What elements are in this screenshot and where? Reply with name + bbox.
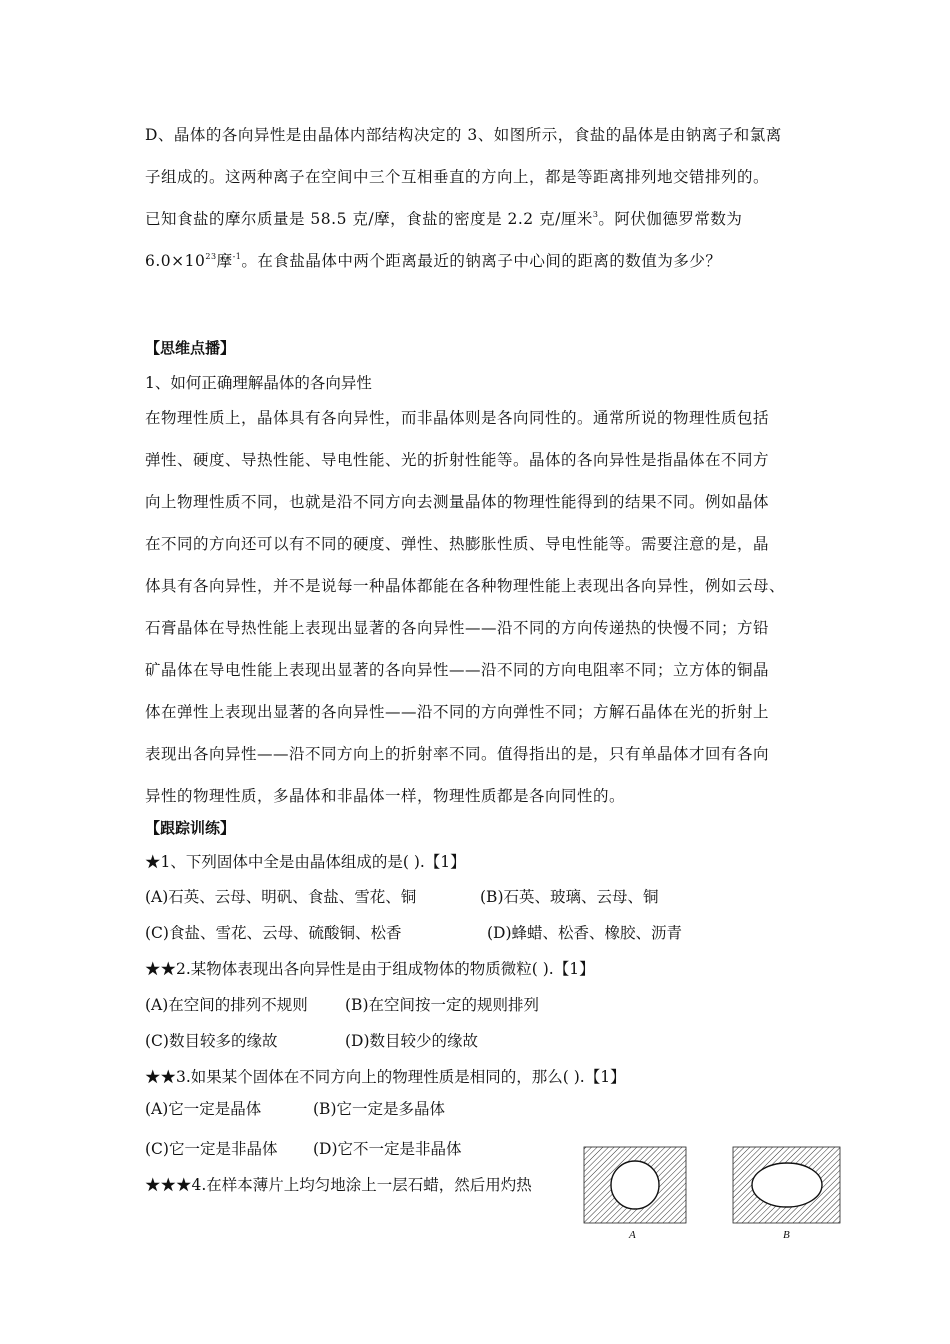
sample-a-label: A (629, 1229, 636, 1241)
thinking-line: 矿晶体在导电性能上表现出显著的各向异性——沿不同的方向电阻率不同；立方体的铜晶 (145, 661, 770, 679)
wax-figure-svg (582, 1145, 844, 1245)
wax-figure (582, 1145, 844, 1245)
thinking-line: 体具有各向异性，并不是说每一种晶体都能在各种物理性能上表现出各向异性，例如云母、 (145, 577, 786, 595)
question-2-option-d: (D)数目较少的缘故 (345, 1032, 479, 1050)
thinking-heading: 【思维点播】 (145, 339, 236, 357)
thinking-line: 表现出各向异性——沿不同方向上的折射率不同。值得指出的是，只有单晶体才回有各向 (145, 745, 770, 763)
sample-a-melt-circle (611, 1161, 659, 1209)
intro-line-4: $6.0\times 10^{23}$摩$^{-1}$。在食盐晶体中两个距离最近的钠离子中心间的距离的数值为多少？ (145, 252, 722, 270)
question-3-option-b: (B)它一定是多晶体 (313, 1100, 445, 1118)
thinking-line: 石膏晶体在导热性能上表现出显著的各向异性——沿不同的方向传递热的快慢不同；方铅 (145, 619, 770, 637)
thinking-line: 在物理性质上，晶体具有各向异性，而非晶体则是各向同性的。通常所说的物理性质包括 (145, 409, 770, 427)
question-3-option-d: (D)它不一定是非晶体 (313, 1140, 462, 1158)
intro-line-2: 子组成的。这两种离子在空间中三个互相垂直的方向上，都是等距离排列地交错排列的。 (145, 168, 770, 186)
question-3-option-a: (A)它一定是晶体 (145, 1100, 262, 1118)
question-2-option-c: (C)数目较多的缘故 (145, 1032, 278, 1050)
question-2-option-b: (B)在空间按一定的规则排列 (345, 996, 539, 1014)
question-2-option-a: (A)在空间的排列不规则 (145, 996, 308, 1014)
question-1-option-a: (A)石英、云母、明矾、食盐、雪花、铜 (145, 888, 417, 906)
question-1-option-b: (B)石英、玻璃、云母、铜 (480, 888, 659, 906)
sample-b-melt-ellipse (752, 1163, 822, 1207)
thinking-subheading: 1、如何正确理解晶体的各向异性 (145, 374, 372, 392)
question-3-option-c: (C)它一定是非晶体 (145, 1140, 278, 1158)
question-4-stem: ★★★4.在样本薄片上均匀地涂上一层石蜡，然后用灼热 (145, 1176, 532, 1194)
thinking-line: 在不同的方向还可以有不同的硬度、弹性、热膨胀性质、导电性能等。需要注意的是，晶 (145, 535, 770, 553)
training-heading: 【跟踪训练】 (145, 819, 236, 837)
question-1-stem: ★1、下列固体中全是由晶体组成的是( ).【1】 (145, 853, 466, 871)
thinking-line: 异性的物理性质，多晶体和非晶体一样，物理性质都是各向同性的。 (145, 787, 626, 805)
thinking-line: 弹性、硬度、导热性能、导电性能、光的折射性能等。晶体的各向异性是指晶体在不同方 (145, 451, 770, 469)
thinking-line: 向上物理性质不同，也就是沿不同方向去测量晶体的物理性能得到的结果不同。例如晶体 (145, 493, 770, 511)
thinking-line: 体在弹性上表现出显著的各向异性——沿不同的方向弹性不同；方解石晶体在光的折射上 (145, 703, 770, 721)
question-3-stem: ★★3.如果某个固体在不同方向上的物理性质是相同的，那么( ).【1】 (145, 1068, 626, 1086)
question-1-option-d: (D)蜂蜡、松香、橡胶、沥青 (487, 924, 683, 942)
question-2-stem: ★★2.某物体表现出各向异性是由于组成物体的物质微粒( ).【1】 (145, 960, 595, 978)
sample-b-label: B (783, 1229, 790, 1241)
intro-line-3: 已知食盐的摩尔质量是 58.5 克/摩，食盐的密度是 2.2 克/厘米$^3$。阿伏伽德罗常数为 (145, 210, 743, 228)
intro-line-1: D、晶体的各向异性是由晶体内部结构决定的 3、如图所示，食盐的晶体是由钠离子和氯离 (145, 126, 782, 144)
question-1-option-c: (C)食盐、雪花、云母、硫酸铜、松香 (145, 924, 402, 942)
